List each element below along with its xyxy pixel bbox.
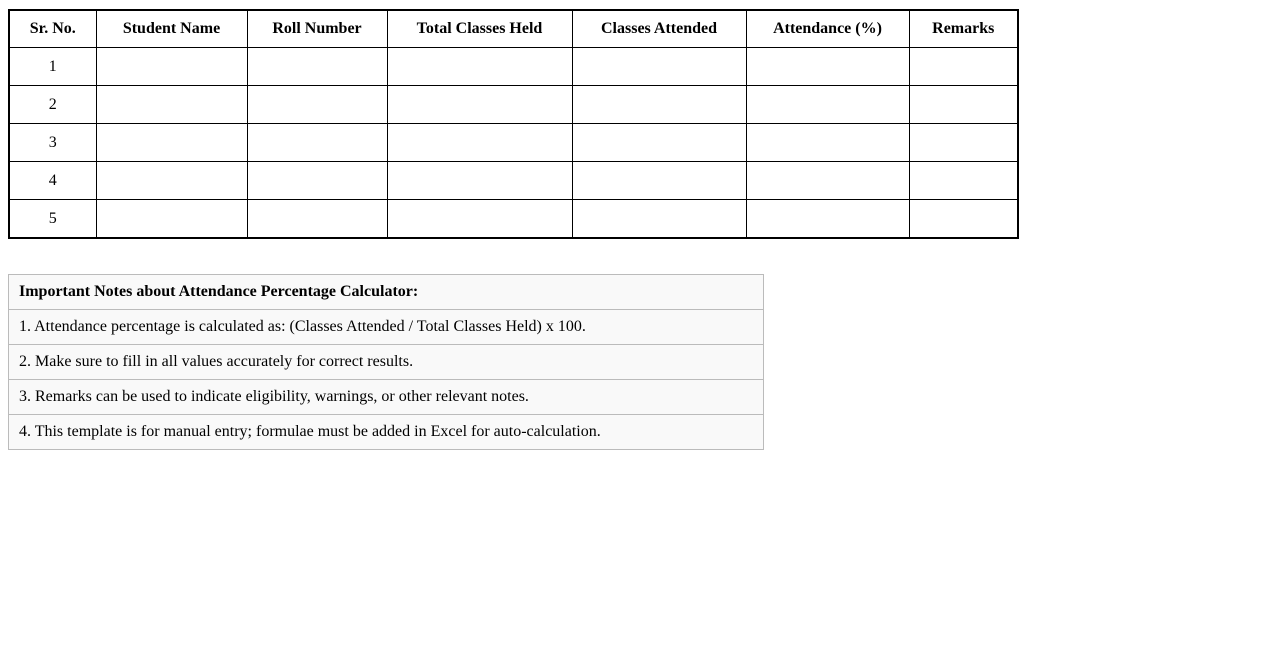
column-header-remarks: Remarks xyxy=(909,10,1018,48)
note-item-3: 3. Remarks can be used to indicate eligibility, warnings, or other relevant notes. xyxy=(9,380,764,415)
cell-classes-attended xyxy=(572,124,746,162)
cell-attendance-pct xyxy=(746,124,909,162)
cell-roll-number xyxy=(247,86,387,124)
cell-classes-attended xyxy=(572,200,746,239)
cell-student-name xyxy=(96,200,247,239)
cell-classes-attended xyxy=(572,48,746,86)
cell-remarks xyxy=(909,200,1018,239)
cell-roll-number xyxy=(247,124,387,162)
cell-remarks xyxy=(909,48,1018,86)
cell-roll-number xyxy=(247,200,387,239)
attendance-table xyxy=(8,9,1019,239)
notes-title-row xyxy=(9,275,764,310)
table-row xyxy=(9,162,1018,200)
cell-total-classes-held xyxy=(387,48,572,86)
cell-total-classes-held xyxy=(387,86,572,124)
table-row xyxy=(9,86,1018,124)
cell-total-classes-held xyxy=(387,200,572,239)
column-header-total-classes-held: Total Classes Held xyxy=(387,10,572,48)
cell-classes-attended xyxy=(572,86,746,124)
cell-total-classes-held xyxy=(387,162,572,200)
note-item-row xyxy=(9,380,764,415)
cell-remarks xyxy=(909,86,1018,124)
note-item-row xyxy=(9,415,764,450)
cell-sr-no: 2 xyxy=(9,86,96,124)
cell-attendance-pct xyxy=(746,86,909,124)
note-item-row xyxy=(9,310,764,345)
column-header-attendance-pct: Attendance (%) xyxy=(746,10,909,48)
column-header-sr-no: Sr. No. xyxy=(9,10,96,48)
table-row xyxy=(9,200,1018,239)
cell-remarks xyxy=(909,124,1018,162)
cell-student-name xyxy=(96,48,247,86)
column-header-classes-attended: Classes Attended xyxy=(572,10,746,48)
cell-sr-no: 1 xyxy=(9,48,96,86)
cell-student-name xyxy=(96,124,247,162)
table-row xyxy=(9,48,1018,86)
cell-roll-number xyxy=(247,48,387,86)
cell-remarks xyxy=(909,162,1018,200)
cell-roll-number xyxy=(247,162,387,200)
cell-total-classes-held xyxy=(387,124,572,162)
cell-sr-no: 4 xyxy=(9,162,96,200)
cell-attendance-pct xyxy=(746,162,909,200)
notes-panel xyxy=(8,274,764,450)
cell-student-name xyxy=(96,86,247,124)
note-item-4: 4. This template is for manual entry; formulae must be added in Excel for auto-calculation. xyxy=(9,415,764,450)
column-header-student-name: Student Name xyxy=(96,10,247,48)
note-item-2: 2. Make sure to fill in all values accurately for correct results. xyxy=(9,345,764,380)
notes-title: Important Notes about Attendance Percentage Calculator: xyxy=(9,275,764,310)
cell-sr-no: 5 xyxy=(9,200,96,239)
table-row xyxy=(9,124,1018,162)
cell-sr-no: 3 xyxy=(9,124,96,162)
cell-attendance-pct xyxy=(746,200,909,239)
note-item-1: 1. Attendance percentage is calculated as: (Classes Attended / Total Classes Held) x 100. xyxy=(9,310,764,345)
cell-attendance-pct xyxy=(746,48,909,86)
cell-classes-attended xyxy=(572,162,746,200)
header-row xyxy=(9,10,1018,48)
cell-student-name xyxy=(96,162,247,200)
note-item-row xyxy=(9,345,764,380)
column-header-roll-number: Roll Number xyxy=(247,10,387,48)
